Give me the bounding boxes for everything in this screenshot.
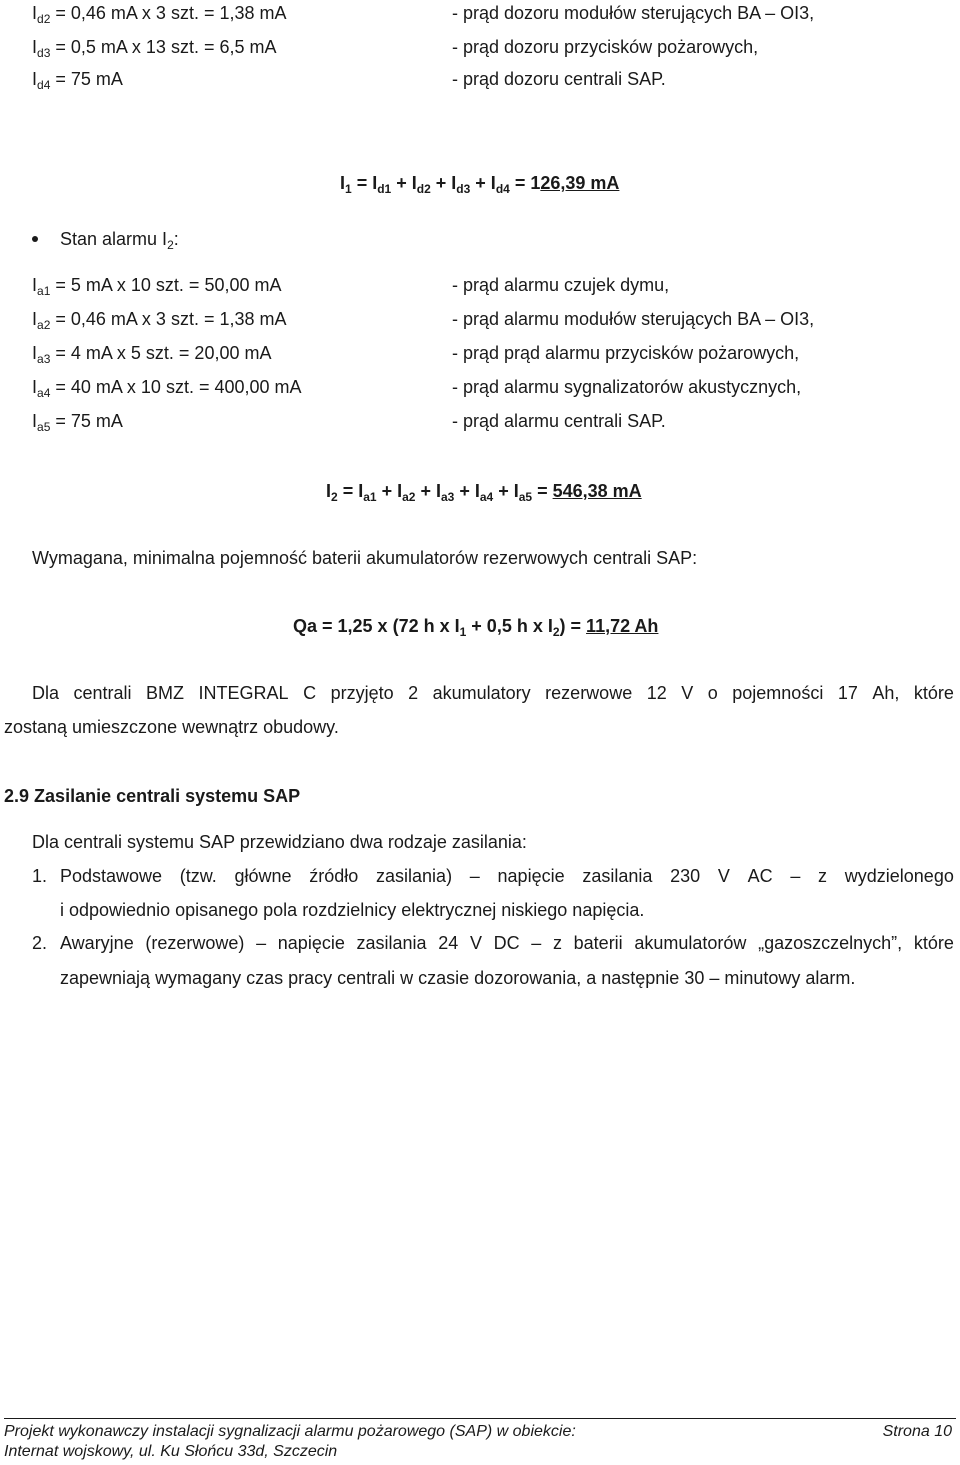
word: rezerwowe	[545, 683, 633, 703]
current-expression	[32, 2, 287, 24]
current-expression	[32, 376, 302, 398]
current-value: = 4 mA x 5 szt. = 20,00 mA	[50, 343, 272, 363]
word: przyjęto	[330, 683, 394, 703]
current-value: = 75 mA	[50, 411, 123, 431]
current-symbol: I	[32, 3, 38, 23]
section-title: Zasilanie centrali systemu SAP	[34, 786, 301, 806]
word: pojemności	[732, 683, 824, 703]
word: centrali	[73, 683, 132, 703]
word: napięcie	[497, 866, 565, 886]
current-symbol: I	[32, 343, 38, 363]
current-expression	[32, 342, 271, 364]
word: –	[256, 933, 267, 953]
word: BMZ	[146, 683, 185, 703]
current-symbol: I	[32, 411, 38, 431]
word: 24	[438, 933, 459, 953]
word: zasilania	[356, 933, 427, 953]
formula-sub: d2	[416, 182, 431, 196]
formula-text: + 0,5 h x I	[466, 616, 553, 636]
word: główne	[234, 866, 292, 886]
word: C	[303, 683, 317, 703]
current-expression	[32, 68, 123, 90]
current-expression	[32, 36, 276, 58]
formula-sub: a3	[440, 490, 455, 504]
power-intro: Dla centrali systemu SAP przewidziano dwa rodzaje zasilania:	[32, 832, 527, 852]
current-symbol: I	[32, 275, 38, 295]
formula-text: + I	[493, 481, 519, 501]
formula-sub: 2	[331, 490, 338, 504]
word: –	[469, 866, 480, 886]
current-subscript: d3	[37, 46, 51, 60]
word: (rezerwowe)	[145, 933, 245, 953]
word: Podstawowe	[60, 866, 163, 886]
word: z	[552, 933, 562, 953]
alarm-heading-suffix: :	[173, 229, 179, 249]
formula-text: = 1	[509, 173, 541, 193]
word: wydzielonego	[844, 866, 954, 886]
word: z	[818, 866, 828, 886]
current-symbol: I	[32, 69, 38, 89]
battery-paragraph-line	[32, 682, 954, 704]
current-subscript: a4	[37, 386, 51, 400]
current-description: - prąd prąd alarmu przycisków pożarowych,	[452, 343, 800, 363]
list-number: 1.	[32, 866, 48, 886]
word: 2	[408, 683, 419, 703]
footer-address: Internat wojskowy, ul. Ku Słońcu 33d, Szczecin	[4, 1443, 338, 1460]
current-subscript: d4	[37, 78, 51, 92]
formula-text: Qa = 1,25 x (72 h x I	[293, 616, 460, 636]
current-value: = 0,46 mA x 3 szt. = 1,38 mA	[50, 309, 287, 329]
word: które	[913, 683, 954, 703]
formula-text: + I	[430, 173, 457, 193]
formula-text: + I	[454, 481, 480, 501]
word: –	[531, 933, 542, 953]
formula-sub: 2	[552, 625, 560, 639]
alarm-heading-text: Stan alarmu I	[60, 229, 168, 249]
section-heading	[4, 785, 300, 807]
word: napięcie	[277, 933, 345, 953]
formula-text: ) =	[559, 616, 587, 636]
current-description: - prąd dozoru przycisków pożarowych,	[452, 37, 759, 57]
current-symbol: I	[32, 37, 38, 57]
word: o	[707, 683, 718, 703]
word: źródło	[309, 866, 359, 886]
formula-text: + I	[470, 173, 496, 193]
capacity-intro: Wymagana, minimalna pojemność baterii akumulatorów rezerwowych centrali SAP:	[32, 548, 698, 568]
formula-text: + I	[376, 481, 403, 501]
section-number: 2.9	[4, 786, 30, 806]
word: 230	[670, 866, 701, 886]
formula-sub: a4	[479, 490, 494, 504]
current-value: = 75 mA	[50, 69, 123, 89]
current-subscript: a3	[37, 352, 51, 366]
formula-sub: a2	[402, 490, 416, 504]
word: (tzw.	[179, 866, 217, 886]
current-value: = 0,5 mA x 13 szt. = 6,5 mA	[50, 37, 277, 57]
current-expression	[32, 410, 123, 432]
word: –	[790, 866, 801, 886]
qa-formula	[293, 615, 658, 637]
formula-text: + I	[415, 481, 441, 501]
current-description: - prąd alarmu sygnalizatorów akustycznych,	[452, 377, 802, 397]
list-item-line	[60, 932, 954, 954]
word: V	[681, 683, 694, 703]
formula-text: = I	[337, 481, 364, 501]
formula-text: = I	[351, 173, 378, 193]
formula-sub: 1	[459, 625, 467, 639]
formula-sub: a5	[518, 490, 533, 504]
current-value: = 40 mA x 10 szt. = 400,00 mA	[50, 377, 302, 397]
formula-text: I	[340, 173, 346, 193]
current-subscript: a2	[37, 318, 51, 332]
word: baterii	[573, 933, 623, 953]
i2-formula	[326, 480, 642, 502]
word: AC	[747, 866, 773, 886]
word: zasilania)	[376, 866, 453, 886]
current-description: - prąd alarmu czujek dymu,	[452, 275, 670, 295]
formula-sub: 1	[345, 182, 352, 196]
formula-sub: d1	[377, 182, 392, 196]
current-symbol: I	[32, 377, 38, 397]
word: akumulatory	[432, 683, 531, 703]
current-subscript: d2	[37, 12, 51, 26]
formula-sub: a1	[363, 490, 377, 504]
word: Ah,	[872, 683, 900, 703]
current-expression	[32, 274, 282, 296]
current-description: - prąd alarmu modułów sterujących BA – OI3,	[452, 309, 815, 329]
footer-page-number: Strona 10	[882, 1423, 952, 1440]
word: „gazoszczelnych”,	[758, 933, 903, 953]
word: 17	[837, 683, 858, 703]
current-value: = 0,46 mA x 3 szt. = 1,38 mA	[50, 3, 287, 23]
current-subscript: a1	[37, 284, 51, 298]
footer-divider	[4, 1418, 956, 1419]
formula-text: I	[326, 481, 332, 501]
current-symbol: I	[32, 309, 38, 329]
list-item-line	[60, 865, 954, 887]
formula-sub: d4	[495, 182, 510, 196]
current-subscript: a5	[37, 420, 51, 434]
current-description: - prąd dozoru modułów sterujących BA – OI3,	[452, 3, 815, 23]
formula-sub: d3	[456, 182, 471, 196]
word: Dla	[32, 683, 60, 703]
current-expression	[32, 308, 287, 330]
word: V	[469, 933, 482, 953]
i1-result: 26,39 mA	[540, 173, 620, 193]
current-description: - prąd dozoru centrali SAP.	[452, 69, 666, 89]
list-item-line: zapewniają wymagany czas pracy centrali w czasie dozorowania, a następnie 30 – minutowy alarm.	[60, 968, 856, 988]
word: Awaryjne	[60, 933, 134, 953]
word: zasilania	[582, 866, 653, 886]
alarm-heading	[60, 228, 179, 250]
footer-project: Projekt wykonawczy instalacji sygnalizacji alarmu pożarowego (SAP) w obiekcie:	[4, 1423, 576, 1440]
word: V	[717, 866, 730, 886]
i1-formula	[340, 172, 619, 194]
word: DC	[493, 933, 520, 953]
word: INTEGRAL	[198, 683, 289, 703]
formula-text: =	[532, 481, 553, 501]
qa-result: 11,72 Ah	[586, 616, 659, 636]
alarm-heading-sub: 2	[167, 238, 174, 252]
bullet-icon	[32, 236, 38, 242]
i2-result: 546,38 mA	[552, 481, 642, 501]
word: akumulatorów	[634, 933, 747, 953]
current-description: - prąd alarmu centrali SAP.	[452, 411, 666, 431]
battery-paragraph-line: zostaną umieszczone wewnątrz obudowy.	[4, 717, 339, 737]
current-value: = 5 mA x 10 szt. = 50,00 mA	[50, 275, 282, 295]
word: 12	[646, 683, 667, 703]
formula-text: + I	[391, 173, 417, 193]
list-number: 2.	[32, 933, 48, 953]
word: które	[913, 933, 954, 953]
list-item-line: i odpowiednio opisanego pola rozdzielnicy elektrycznej niskiego napięcia.	[60, 900, 645, 920]
